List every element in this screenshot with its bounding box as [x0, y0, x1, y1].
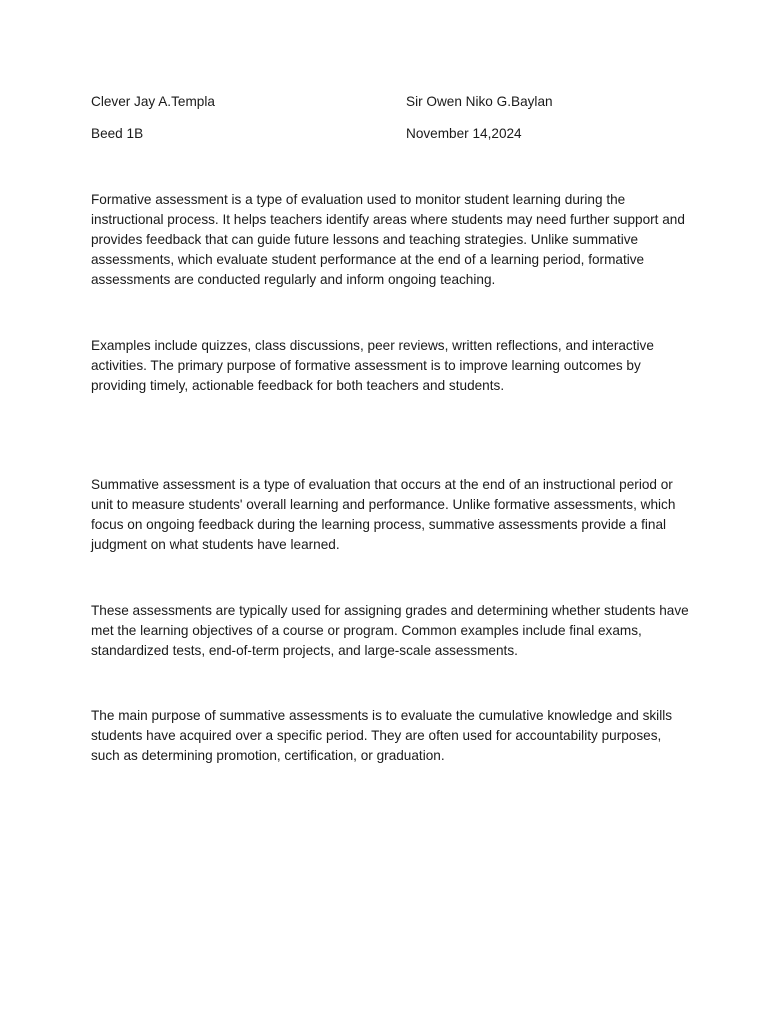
instructor-name: Sir Owen Niko G.Baylan — [406, 94, 553, 109]
paragraph-formative-examples: Examples include quizzes, class discussions, peer reviews, written reflections, and interactive activities. The primary purpose of formative assessment is to improve learning outcomes by providing timely, actionable feedback for both teachers and students. — [91, 338, 654, 393]
section-label: Beed 1B — [91, 126, 144, 141]
paragraph-formative-definition: Formative assessment is a type of evaluation used to monitor student learning during the instructional process. It helps teachers identify areas where students may need further support and provides feedback that can guide future lessons and teaching strategies. Unlike summative assessments, which evaluate student performance at the end of a learning period, formative assessments are conducted regularly and inform ongoing teaching. — [91, 192, 685, 287]
paragraph-summative-uses: These assessments are typically used for assigning grades and determining whether students have met the learning objectives of a course or program. Common examples include final exams, standardized tests, end-of-term projects, and large-scale assessments. — [91, 603, 689, 658]
paragraph-summative-purpose: The main purpose of summative assessments is to evaluate the cumulative knowledge and skills students have acquired over a specific period. They are often used for accountability purposes, such as determining promotion, certification, or graduation. — [91, 708, 673, 763]
student-name: Clever Jay A.Templa — [91, 94, 215, 109]
paragraph-summative-definition: Summative assessment is a type of evaluation that occurs at the end of an instructional period or unit to measure students' overall learning and performance. Unlike formative assessments, which focus on ongoing feedback during the learning process, summative assessments provide a final judgment on what students have learned. — [91, 477, 676, 552]
document-date: November 14,2024 — [406, 126, 522, 141]
